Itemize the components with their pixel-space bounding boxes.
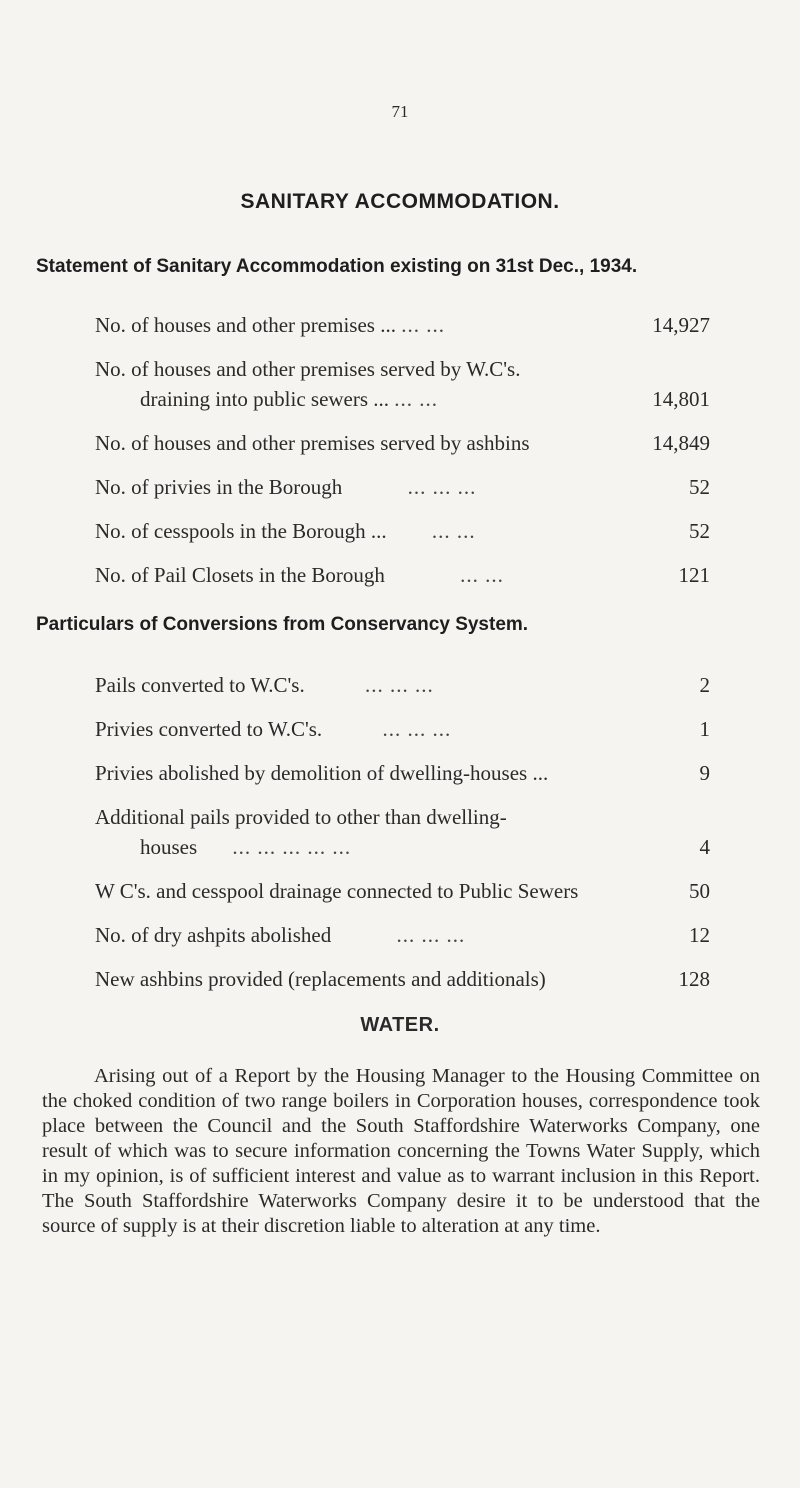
row-value: 50 [689, 879, 710, 903]
row-label: New ashbins provided (replacements and additionals) [95, 967, 546, 991]
leader-dots: ... ... ... ... ... [232, 835, 352, 859]
table-row [95, 354, 710, 414]
leader-dots: ... ... ... [382, 717, 452, 741]
row-label: Additional pails provided to other than dwelling- [95, 805, 507, 829]
page-number: 71 [391, 102, 409, 121]
row-value: 14,801 [652, 387, 710, 411]
table-row [95, 560, 710, 590]
row-label-continued: houses [140, 835, 198, 859]
conversions-heading: Particulars of Conversions from Conservancy System. [36, 614, 529, 635]
row-label-continued: draining into public sewers ... [140, 387, 390, 411]
row-value: 52 [689, 519, 710, 543]
row-label: No. of houses and other premises served by W.C's. [95, 357, 521, 381]
leader-dots: ... ... [394, 387, 439, 411]
table-row [95, 758, 710, 788]
row-label: Privies abolished by demolition of dwelling-houses ... [95, 761, 549, 785]
leader-dots: ... ... [401, 313, 445, 337]
table-row [95, 876, 710, 906]
table-row [95, 802, 710, 862]
row-value: 1 [699, 717, 710, 741]
leader-dots: ... ... [460, 563, 504, 587]
conversions-table [95, 670, 710, 1008]
page-title: SANITARY ACCOMMODATION. [240, 190, 560, 213]
row-label: No. of cesspools in the Borough ... [95, 519, 387, 543]
table-row [95, 472, 710, 502]
statement-heading: Statement of Sanitary Accommodation existing on 31st Dec., 1934. [36, 256, 638, 277]
row-label: No. of houses and other premises served by ashbins [95, 431, 530, 455]
table-row [95, 714, 710, 744]
row-value: 52 [689, 475, 710, 499]
row-value: 4 [699, 835, 710, 859]
row-value: 121 [678, 563, 710, 587]
statement-table [95, 310, 710, 604]
row-value: 12 [689, 923, 710, 947]
row-value: 14,927 [652, 313, 710, 337]
leader-dots: ... ... ... [364, 673, 434, 697]
water-paragraph: Arising out of a Report by the Housing Manager to the Housing Committee on the choked condition of two range boilers in Corporation houses, correspondence took place between the Council and the South Staffordshire Waterworks Company, one result of which was to secure information concerning the Towns Water Supply, which in my opinion, is of sufficient interest and value as to warrant inclusion in this Report. The South Staffordshire Waterworks Company desire it to be understood that the source of supply is at their discretion liable to alteration at any time. [42, 1065, 760, 1237]
table-row [95, 670, 710, 700]
row-label: No. of privies in the Borough [95, 475, 343, 499]
row-value: 9 [699, 761, 710, 785]
row-value: 2 [699, 673, 710, 697]
table-row [95, 964, 710, 994]
row-label: Pails converted to W.C's. [95, 673, 305, 697]
leader-dots: ... ... ... [407, 475, 477, 499]
leader-dots: ... ... ... [396, 923, 466, 947]
row-label: W C's. and cesspool drainage connected to Public Sewers [95, 879, 579, 903]
table-row [95, 310, 710, 340]
row-label: No. of dry ashpits abolished [95, 923, 332, 947]
table-row [95, 428, 710, 458]
row-value: 14,849 [652, 431, 710, 455]
table-row [95, 920, 710, 950]
water-heading: WATER. [360, 1014, 440, 1036]
row-label: Privies converted to W.C's. [95, 717, 323, 741]
row-label: No. of Pail Closets in the Borough [95, 563, 385, 587]
row-value: 128 [678, 967, 710, 991]
row-label: No. of houses and other premises ... [95, 313, 396, 337]
table-row [95, 516, 710, 546]
leader-dots: ... ... [431, 519, 476, 543]
